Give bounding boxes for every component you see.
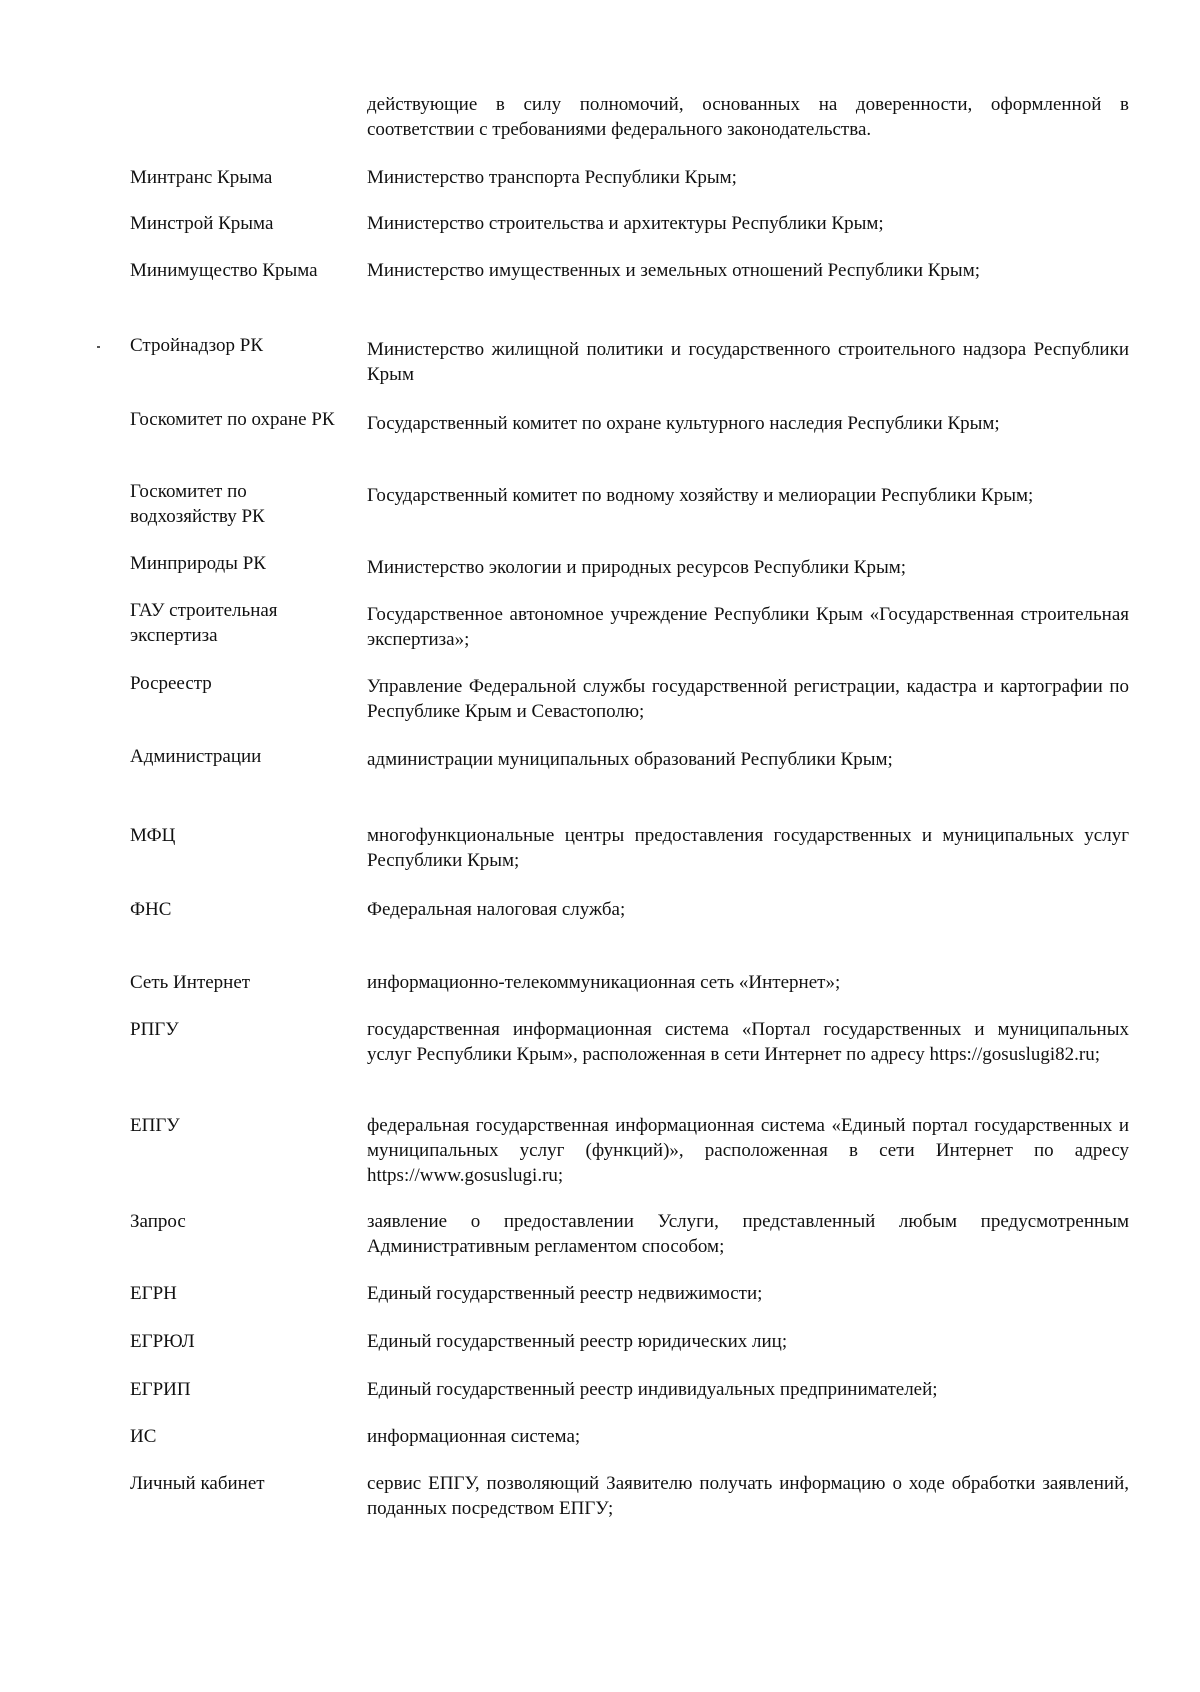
term-label: Минприроды РК <box>130 553 266 574</box>
term-label: Личный кабинет <box>130 1473 265 1494</box>
term-definition: Министерство экологии и природных ресурсов Республики Крым; <box>367 557 907 578</box>
scan-artifact <box>97 346 100 348</box>
term-definition: заявление о предоставлении Услуги, представленный любым предусмотренным Административным регламентом способом; <box>367 1211 1129 1257</box>
term-definition: Министерство транспорта Республики Крым; <box>367 167 737 188</box>
term-definition: Государственный комитет по охране культурного наследия Республики Крым; <box>367 413 1000 434</box>
term-label: Росреестр <box>130 673 212 694</box>
term-label: МФЦ <box>130 825 176 846</box>
term-label: Минимущество Крыма <box>130 260 318 281</box>
term-label: Запрос <box>130 1211 186 1232</box>
term-label: Минтранс Крыма <box>130 167 273 188</box>
term-definition: сервис ЕПГУ, позволяющий Заявителю получать информацию о ходе обработки заявлений, поданных посредством ЕПГУ; <box>367 1473 1129 1519</box>
term-definition: Единый государственный реестр юридических лиц; <box>367 1331 788 1352</box>
term-definition: Государственное автономное учреждение Республики Крым «Государственная строительная экспертиза»; <box>367 604 1129 650</box>
intro-paragraph: действующие в силу полномочий, основанных на доверенности, оформленной в соответствии с требованиями федерального законодательства. <box>367 94 1129 140</box>
term-label: ИС <box>130 1426 157 1447</box>
term-definition: Министерство жилищной политики и государственного строительного надзора Республики Крым <box>367 339 1129 385</box>
term-definition: администрации муниципальных образований Республики Крым; <box>367 749 893 770</box>
term-definition: Единый государственный реестр недвижимости; <box>367 1283 763 1304</box>
term-label: Госкомитет по охране РК <box>130 409 335 430</box>
term-definition: информационно-телекоммуникационная сеть «Интернет»; <box>367 972 841 993</box>
term-label: ФНС <box>130 899 172 920</box>
term-label: Минстрой Крыма <box>130 213 274 234</box>
term-definition: Государственный комитет по водному хозяйству и мелиорации Республики Крым; <box>367 485 1034 506</box>
term-label: Сеть Интернет <box>130 972 251 993</box>
term-definition: государственная информационная система «Портал государственных и муниципальных услуг Республики Крым», расположенная в сети Интернет по адресу https://gosuslugi82.ru; <box>367 1019 1129 1065</box>
term-label: Госкомитет по водхозяйству РК <box>130 481 265 527</box>
term-label: ЕПГУ <box>130 1115 180 1136</box>
term-label: Администрации <box>130 746 262 767</box>
term-label: ЕГРН <box>130 1283 177 1304</box>
term-label: ГАУ строительная экспертиза <box>130 600 278 646</box>
term-definition: информационная система; <box>367 1426 581 1447</box>
term-label: ЕГРИП <box>130 1379 191 1400</box>
term-definition: многофункциональные центры предоставления государственных и муниципальных услуг Республики Крым; <box>367 825 1129 871</box>
term-label: РПГУ <box>130 1019 179 1040</box>
term-definition: Министерство имущественных и земельных отношений Республики Крым; <box>367 260 980 281</box>
term-definition: Управление Федеральной службы государственной регистрации, кадастра и картографии по Республике Крым и Севастополю; <box>367 676 1129 722</box>
term-definition: Единый государственный реестр индивидуальных предпринимателей; <box>367 1379 938 1400</box>
term-label: Стройнадзор РК <box>130 335 264 356</box>
term-definition: Министерство строительства и архитектуры Республики Крым; <box>367 213 884 234</box>
term-label: ЕГРЮЛ <box>130 1331 195 1352</box>
term-definition: федеральная государственная информационная система «Единый портал государственных и муниципальных услуг (функций)», расположенная в сети Интернет по адресу https://www.gosuslugi.ru; <box>367 1115 1129 1186</box>
term-definition: Федеральная налоговая служба; <box>367 899 626 920</box>
